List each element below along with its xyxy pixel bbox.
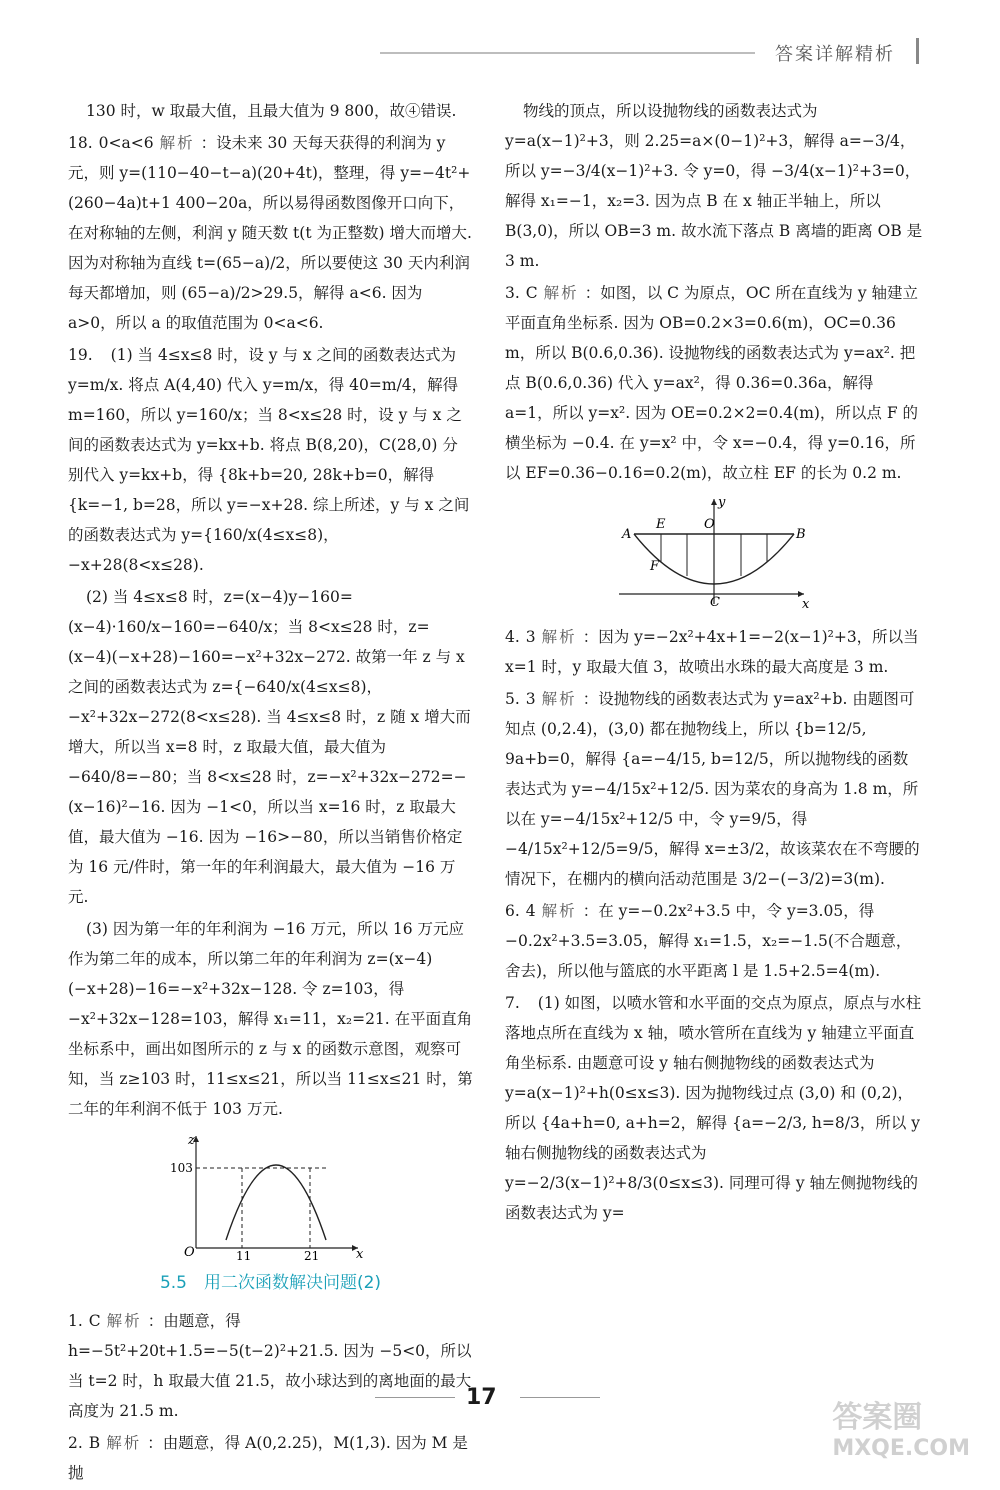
parabola-curve [226, 1165, 326, 1240]
item-answer: C [525, 284, 538, 302]
left-column [68, 96, 473, 1490]
label-O: O [704, 517, 715, 532]
watermark-url: MXQE.COM [832, 1436, 970, 1461]
label-103: 103 [169, 1161, 193, 1175]
watermark-logo [832, 1392, 970, 1461]
answer-item [68, 128, 473, 338]
item-text: (1) 当 4≤x≤8 时，设 y 与 x 之间的函数表达式为 y=m/x. 将点 A(4,40) 代入 y=m/x，得 40=m/4，解得 m=160，所以 y=160/x；当 8<x≤28 时，设 y 与 x 之间的函数表达式为 y=kx+b. 将点 B(8,20)，C(28,0) 分别代入 y=kx+b，得 {8k+b=20, 28k+b=0，解得 {k=−1, b=28，所以 y=−x+28. 综上所述，y 与 x 之间的函数表达式为 y={160/x(4≤x≤8)，−x+28(8<x≤28). [68, 346, 470, 574]
answer-item [505, 896, 923, 986]
item-text: ：由题意，得 A(0,2.25)，M(1,3). 因为 M 是抛 [68, 1434, 468, 1482]
label-11: 11 [235, 1249, 251, 1263]
page-number: 17 [466, 1385, 497, 1410]
page-rule-left [375, 1397, 455, 1398]
item-number: 1. [68, 1312, 83, 1330]
answer-item [68, 914, 473, 1124]
item-hint: 解析 [541, 690, 577, 708]
item-answer: 3 [525, 690, 536, 708]
item-text: (1) 如图，以喷水管和水平面的交点为原点，原点与水柱落地点所在直线为 x 轴，喷水管所在直线为 y 轴建立平面直角坐标系. 由题意可设 y 轴右侧抛物线的函数表达式为 y=a(x−1)²+h(0≤x≤3). 因为抛物线过点 (3,0) 和 (0,2)，所以 {4a+h=0, a+h=2，解得 {a=−2/3, h=8/3，所以 y 轴右侧抛物线的函数表达式为 y=−2/3(x−1)²+8/3(0≤x≤3). 同理可得 y 轴左侧抛物线的函数表达式为 y= [505, 994, 922, 1222]
item-number: 3. [505, 284, 520, 302]
watermark-text: 答案圈 [832, 1400, 923, 1435]
header-title: 答案详解精析 [775, 44, 895, 65]
item-number: 19. [68, 346, 93, 364]
y-axis-label: z [187, 1133, 195, 1148]
right-items [505, 96, 923, 488]
right-after-items [505, 622, 923, 1228]
y-axis-label: y [718, 495, 726, 510]
item-number: 2. [68, 1434, 83, 1452]
item-answer: 4 [525, 902, 536, 920]
bridge-svg [614, 494, 814, 614]
item-hint: 解析 [541, 628, 577, 646]
header-bar [916, 38, 919, 64]
item-number: 18. [68, 134, 93, 152]
item-answer: 3 [525, 628, 536, 646]
label-B: B [796, 527, 806, 542]
right-column [505, 96, 923, 1230]
item-answer: B [88, 1434, 101, 1452]
answer-item [505, 278, 923, 488]
bridge-figure [505, 494, 923, 614]
item-text: (3) 因为第一年的年利润为 −16 万元，所以 16 万元应作为第二年的成本，所以第二年的年利润为 z=(x−4)(−x+28)−16=−x²+32x−128. 令 z=103，得 −x²+32x−128=103，解得 x₁=11，x₂=21. 在平面直角坐标系中，画出如图所示的 z 与 x 的函数示意图，观察可知，当 z≥103 时，11≤x≤21，所以当 11≤x≤21 时，第二年的年利润不低于 103 万元. [68, 920, 473, 1118]
answer-item [68, 1306, 473, 1426]
item-text: 130 时，w 取最大值，且最大值为 9 800，故④错误. [86, 102, 457, 120]
answer-item [68, 582, 473, 912]
label-F: F [650, 559, 660, 574]
x-axis-label: x [355, 1247, 363, 1262]
x-axis-label: x [802, 597, 810, 612]
item-number: 5. [505, 690, 520, 708]
parabola-figure-z [68, 1130, 473, 1263]
section-title: 5.5 用二次函数解决问题(2) [159, 1273, 382, 1293]
item-text: ：设未来 30 天每天获得的利润为 y 元，则 y=(110−40−t−a)(20+4t)，整理，得 y=−4t²+(260−4a)t+1 400−20a，所以易得函数图像开口向下，在对称轴的左侧，利润 y 随天数 t(t 为正整数) 增大而增大. 因为对称轴为直线 t=(65−a)/2，所以要使这 30 天内利润每天都增加，则 (65−a)/2>29.5，解得 a<6. 因为 a>0，所以 a 的取值范围为 0<a<6. [68, 134, 472, 332]
item-number: 4. [505, 628, 520, 646]
left-items [68, 96, 473, 1124]
item-hint: 解析 [159, 134, 195, 152]
page-rule-right [520, 1397, 600, 1398]
item-answer: C [88, 1312, 101, 1330]
label-C: C [710, 595, 720, 610]
item-number: 7. [505, 994, 520, 1012]
item-hint: 解析 [106, 1434, 142, 1452]
item-text: ：设抛物线的函数表达式为 y=ax²+b. 由题图可知点 (0,2.4)，(3,0) 都在抛物线上，所以 {b=12/5, 9a+b=0，解得 {a=−4/15, b=12/5，所以抛物线的函数表达式为 y=−4/15x²+12/5. 因为菜农的身高为 1.8 m，所以在 y=−4/15x²+12/5 中，令 y=9/5，得 −4/15x²+12/5=9/5，解得 x=±3/2，故该菜农在不弯腰的情况下，在棚内的横向活动范围是 3/2−(−3/2)=3(m). [505, 690, 920, 888]
item-hint: 解析 [106, 1312, 142, 1330]
label-A: A [622, 527, 632, 542]
header-rule [380, 52, 755, 54]
item-text: (2) 当 4≤x≤8 时，z=(x−4)y−160=(x−4)·160/x−160=−640/x；当 8<x≤28 时，z=(x−4)(−x+28)−160=−x²+32x−272. 故第一年 z 与 x 之间的函数表达式为 z={−640/x(4≤x≤8)，−x²+32x−272(8<x≤28). 当 4≤x≤8 时，z 随 x 增大而增大，所以当 x=8 时，z 取最大值，最大值为 −640/8=−80；当 8<x≤28 时，z=−x²+32x−272=−(x−16)²−16. 因为 −1<0，所以当 x=16 时，z 取最大值，最大值为 −16. 因为 −16>−80，所以当销售价格定为 16 元/件时，第一年的年利润最大，最大值为 −16 万元. [68, 588, 471, 906]
label-21: 21 [303, 1249, 319, 1263]
parabola-z-svg [169, 1130, 366, 1263]
answer-item [505, 684, 923, 894]
origin-label: O [183, 1245, 195, 1260]
answer-item [68, 1428, 473, 1488]
label-E: E [656, 517, 666, 532]
item-number: 6. [505, 902, 520, 920]
item-answer: 0<a<6 [98, 134, 154, 152]
item-text: ：在 y=−0.2x²+3.5 中，令 y=3.05，得 −0.2x²+3.5=3.05，解得 x₁=1.5，x₂=−1.5(不合题意，舍去)，所以他与篮底的水平距离 l 是 1.5+2.5=4(m). [505, 902, 912, 980]
answer-item [68, 340, 473, 580]
answer-item [505, 622, 923, 682]
answer-item [68, 96, 473, 126]
item-text: ：如图，以 C 为原点，OC 所在直线为 y 轴建立平面直角坐标系. 因为 OB=0.2×3=0.6(m)，OC=0.36 m，所以 B(0.6,0.36). 设抛物线的函数表达式为 y=ax². 把点 B(0.6,0.36) 代入 y=ax²，得 0.36=0.36a，解得 a=1，所以 y=x². 因为 OE=0.2×2=0.4(m)，所以点 F 的横坐标为 −0.4. 在 y=x² 中，令 x=−0.4，得 y=0.16，所以 EF=0.36−0.16=0.2(m)，故立柱 EF 的长为 0.2 m. [505, 284, 919, 482]
item-hint: 解析 [543, 284, 579, 302]
item-hint: 解析 [541, 902, 577, 920]
item-text: ：由题意，得 h=−5t²+20t+1.5=−5(t−2)²+21.5. 因为 −5<0，所以当 t=2 时，h 取最大值 21.5，故小球达到的离地面的最大高度为 21.5 m. [68, 1312, 472, 1420]
answer-item [505, 988, 923, 1228]
item-text: ：因为 y=−2x²+4x+1=−2(x−1)²+3，所以当 x=1 时，y 取最大值 3，故喷出水珠的最大高度是 3 m. [505, 628, 919, 676]
item-text: 物线的顶点，所以设抛物线的函数表达式为 y=a(x−1)²+3，则 2.25=a×(0−1)²+3，解得 a=−3/4，所以 y=−3/4(x−1)²+3. 令 y=0，得 −3/4(x−1)²+3=0，解得 x₁=−1，x₂=3. 因为点 B 在 x 轴正半轴上，所以 B(3,0)，所以 OB=3 m. 故水流下落点 B 离墙的距离 OB 是 3 m. [505, 102, 923, 270]
y-arrow-icon [711, 499, 717, 505]
answer-item [505, 96, 923, 276]
